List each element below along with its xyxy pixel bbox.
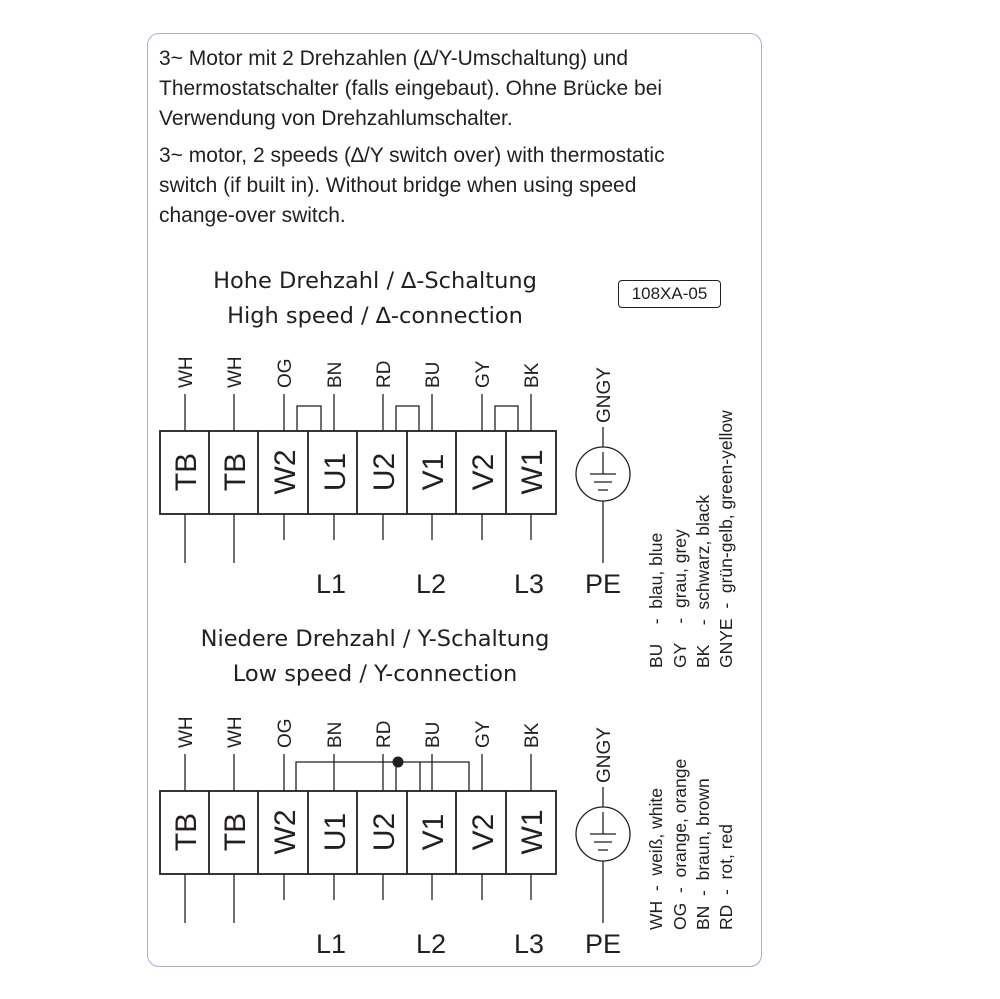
terminal-label-1-0: TB — [170, 812, 203, 852]
terminal-label-1-2: W2 — [269, 809, 302, 855]
wire-color-label-0-2: OG — [275, 358, 296, 388]
line-label-1-2: L3 — [513, 929, 545, 959]
wire-color-label-1-2: OG — [275, 718, 296, 748]
wire-color-label-0-4: RD — [374, 360, 395, 388]
ground-wire-label-0: GNGY — [594, 367, 615, 423]
terminal-label-1-5: V1 — [417, 813, 450, 851]
terminal-label-0-0: TB — [170, 452, 203, 492]
star-point-1 — [393, 757, 404, 768]
bridge-0-0 — [297, 406, 321, 431]
wire-color-label-1-1: WH — [225, 716, 246, 748]
terminal-label-0-5: V1 — [417, 453, 450, 491]
model-code: 108XA-05 — [618, 280, 721, 308]
line-label-0-2: L3 — [513, 569, 545, 599]
wire-color-label-1-4: RD — [374, 720, 395, 748]
line-label-0-1: L2 — [415, 569, 447, 599]
terminal-label-0-2: W2 — [269, 449, 302, 495]
legend-top-entry-0: BU - blau, blue — [646, 532, 666, 668]
terminal-label-1-7: W1 — [516, 809, 549, 855]
description-german: 3~ Motor mit 2 Drehzahlen (∆/Y-Umschaltung) und Thermostatschalter (falls eingebaut). Ohne Brücke bei Verwendung von Drehzahlumschalter. — [159, 47, 663, 130]
terminal-label-1-4: U2 — [368, 812, 401, 852]
terminal-label-1-6: V2 — [467, 813, 500, 851]
terminal-label-0-3: U1 — [319, 452, 352, 492]
description-english: 3~ motor, 2 speeds (∆/Y switch over) with thermostatic switch (if built in). Without bridge when using speed change-over switch. — [159, 144, 665, 227]
legend-bottom-entry-3: RD - rot, red — [716, 824, 736, 930]
wire-color-label-1-6: GY — [473, 720, 494, 748]
legend-bottom-entry-0: WH - weiß, white — [646, 788, 666, 930]
bridge-0-2 — [495, 406, 518, 431]
line-label-1-0: L1 — [315, 929, 347, 959]
wire-color-label-0-5: BU — [423, 361, 444, 388]
terminal-label-0-6: V2 — [467, 453, 500, 491]
legend-top-entry-3: GNYE - grün-gelb, green-yellow — [716, 410, 736, 668]
wire-color-label-0-6: GY — [473, 360, 494, 388]
terminal-label-1-1: TB — [219, 812, 252, 852]
wire-color-label-0-0: WH — [176, 356, 197, 388]
terminal-label-0-1: TB — [219, 452, 252, 492]
wire-color-label-1-3: BN — [325, 721, 346, 748]
line-label-1-1: L2 — [415, 929, 447, 959]
low-speed-title: Niedere Drehzahl / Y-Schaltung Low speed / Y-connection — [200, 626, 550, 687]
line-label-0-0: L1 — [315, 569, 347, 599]
wire-color-label-1-7: BK — [522, 722, 543, 748]
line-label-0-3: PE — [584, 569, 622, 599]
terminal-label-0-4: U2 — [368, 452, 401, 492]
wire-color-label-0-7: BK — [522, 362, 543, 388]
line-label-1-3: PE — [584, 929, 622, 959]
legend-bottom-entry-1: OG - orange, orange — [670, 758, 690, 930]
terminal-label-0-7: W1 — [516, 449, 549, 495]
terminal-label-1-3: U1 — [319, 812, 352, 852]
ground-wire-label-1: GNGY — [594, 727, 615, 783]
legend-bottom-entry-2: BN - braun, brown — [693, 778, 713, 930]
bridge-0-1 — [396, 406, 419, 431]
legend-top-entry-1: GY - grau, grey — [670, 529, 690, 668]
legend-top-entry-2: BK - schwarz, black — [693, 494, 713, 668]
wire-color-label-0-1: WH — [225, 356, 246, 388]
wire-color-label-1-0: WH — [176, 716, 197, 748]
wire-color-label-1-5: BU — [423, 721, 444, 748]
wire-color-label-0-3: BN — [325, 361, 346, 388]
high-speed-title: Hohe Drehzahl / ∆-Schaltung High speed / ∆-connection — [213, 268, 537, 329]
